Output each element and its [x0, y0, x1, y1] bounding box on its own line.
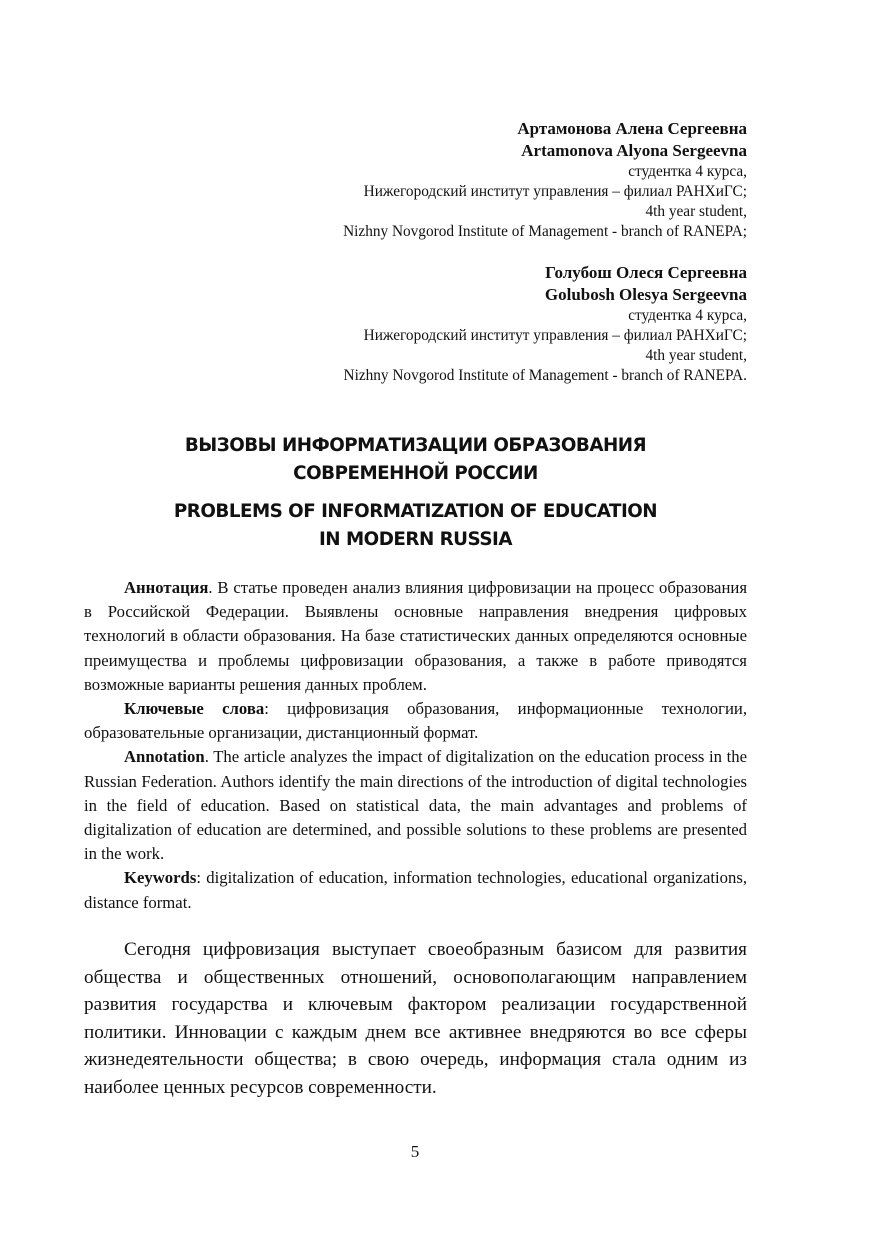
title-ru [84, 432, 747, 488]
abstract-section [84, 576, 747, 915]
author-status-en: 4th year student, [645, 203, 747, 220]
title-en [84, 498, 747, 554]
title-en-line-1: PROBLEMS OF INFORMATIZATION OF EDUCATION [173, 501, 658, 522]
abstract-en-text: . The article analyzes the impact of digitalization on the education process in the Russian Federation. Authors identify the main directions of the introduction of digital technologies in the field of education. Based on statistical data, the main advantages and problems of digitalization of education are determined, and possible solutions to these problems are presented in the work. [84, 747, 747, 864]
author-status-ru: студентка 4 курса, [628, 163, 747, 180]
author-name-en: Golubosh Olesya Sergeevna [544, 285, 747, 304]
abstract-ru [84, 576, 747, 697]
title-ru-line-2: СОВРЕМЕННОЙ РОССИИ [293, 463, 538, 484]
title-ru-line-1: ВЫЗОВЫ ИНФОРМАТИЗАЦИИ ОБРАЗОВАНИЯ [184, 435, 647, 456]
abstract-ru-label: Аннотация [124, 578, 209, 597]
keywords-ru-text: : цифровизация образования, информационные технологии, образовательные организации, дистанционный формат. [84, 699, 747, 743]
keywords-en [84, 866, 747, 914]
author-institute-ru: Нижегородский институт управления – филиал РАНХиГС; [363, 327, 747, 344]
keywords-ru-label: Ключевые слова [124, 699, 265, 719]
author-status-ru: студентка 4 курса, [628, 307, 747, 324]
abstract-ru-text: . В статье проведен анализ влияния цифровизации на процесс образования в Российской Федерации. Выявлены основные направления внедрения цифровых технологий в области образования. На базе статистических данных определяются основные преимущества и проблемы цифровизации образования, а также в работе приводятся возможные варианты решения данных проблем. [84, 578, 747, 694]
page-number: 5 [410, 1142, 420, 1161]
author-name-en: Artamonova Alyona Sergeevna [521, 141, 747, 160]
author-name-ru: Голубош Олеся Сергеевна [545, 263, 747, 282]
title-en-line-2: IN MODERN RUSSIA [319, 529, 512, 550]
author-name-ru: Артамонова Алена Сергеевна [517, 119, 747, 138]
keywords-en-text: : digitalization of education, information technologies, educational organizations, distance format. [84, 868, 747, 912]
author-institute-en: Nizhny Novgorod Institute of Management - branch of RANEPA. [343, 367, 747, 384]
body-text [84, 936, 747, 1102]
keywords-en-label: Keywords [124, 868, 197, 888]
author-block [84, 118, 747, 406]
body-paragraph: Сегодня цифровизация выступает своеобразным базисом для развития общества и общественных отношений, основополагающим направлением развития государства и ключевым фактором реализации государственной политики. Инновации с каждым днем все активнее внедряются во все сферы жизнедеятельности общества; в свою очередь, информация стала одним из наиболее ценных ресурсов современности. [84, 939, 747, 1098]
author-institute-ru: Нижегородский институт управления – филиал РАНХиГС; [363, 183, 747, 200]
keywords-ru [84, 697, 747, 745]
author-1 [84, 118, 747, 242]
abstract-en-label: Annotation [124, 747, 205, 767]
author-2 [84, 262, 747, 386]
author-status-en: 4th year student, [645, 347, 747, 364]
article-title [84, 432, 747, 554]
author-institute-en: Nizhny Novgorod Institute of Management - branch of RANEPA; [343, 223, 747, 240]
abstract-en [84, 745, 747, 866]
